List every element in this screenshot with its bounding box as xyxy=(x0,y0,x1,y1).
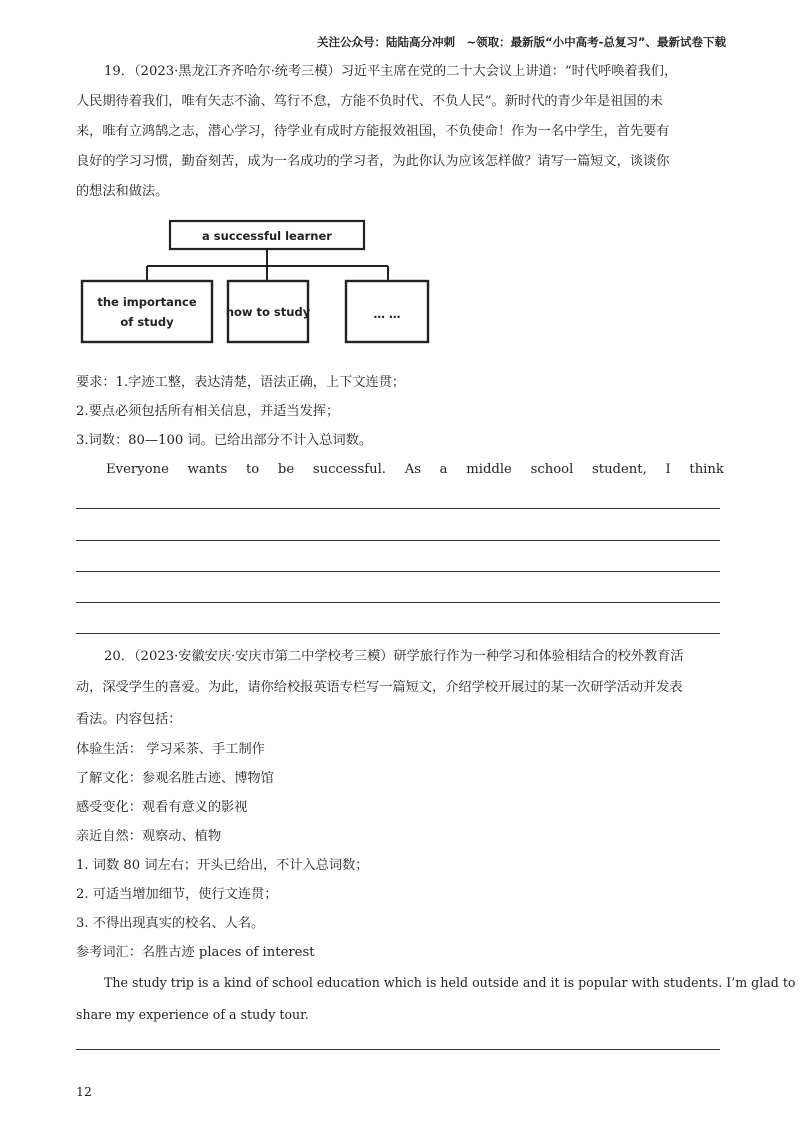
diagram-box-importance xyxy=(82,281,212,342)
q20-line-3: 看法。内容包括： xyxy=(76,712,182,727)
q19-requirement-3: 3.词数：80—100 词。已给出部分不计入总词数。 xyxy=(76,433,373,448)
answer-line xyxy=(76,633,720,634)
q20-content-4: 亲近自然：观察动、植物 xyxy=(76,829,222,844)
word: student, xyxy=(592,462,647,477)
q20-content-1: 体验生活： 学习采茶、手工制作 xyxy=(76,742,265,757)
q19-line-5: 的想法和做法。 xyxy=(76,184,169,199)
q20-content-2: 了解文化：参观名胜古迹、博物馆 xyxy=(76,771,274,786)
word: successful. xyxy=(312,462,386,477)
word: Everyone xyxy=(106,462,169,477)
word: As xyxy=(404,462,421,477)
diagram-box-importance-line1: the importance xyxy=(97,295,197,309)
answer-line xyxy=(76,540,720,541)
q20-content-3: 感受变化：观看有意义的影视 xyxy=(76,800,248,815)
page-number: 12 xyxy=(76,1084,92,1099)
diagram-top-label: a successful learner xyxy=(202,229,332,243)
diagram-box-importance-line2: of study xyxy=(120,315,174,329)
q19-requirement-1: 要求：1.字迹工整，表达清楚，语法正确，上下文连贯； xyxy=(76,375,406,390)
q20-requirement-1: 1. 词数 80 词左右；开头已给出，不计入总词数； xyxy=(76,858,369,873)
q20-requirement-2: 2. 可适当增加细节，使行文连贯； xyxy=(76,887,278,902)
q19-start-sentence xyxy=(106,461,724,479)
q20-line-2: 动，深受学生的喜爱。为此，请你给校报英语专栏写一篇短文，介绍学校开展过的某一次研学活动并发表 xyxy=(76,680,683,695)
q20-line-1: 20．（2023·安徽安庆·安庆市第二中学校考三模）研学旅行作为一种学习和体验相结合的校外教育活 xyxy=(104,649,684,664)
word: I xyxy=(665,462,671,477)
word: be xyxy=(277,462,295,477)
answer-line xyxy=(76,508,720,509)
diagram-box-etc-label: … … xyxy=(373,307,401,321)
word: middle xyxy=(466,462,512,477)
learner-diagram xyxy=(78,214,430,346)
q19-line-1: 19．（2023·黑龙江齐齐哈尔·统考三模）习近平主席在党的二十大会议上讲道：“时代呼唤着我们， xyxy=(104,64,678,79)
q19-line-2: 人民期待着我们，唯有矢志不渝、笃行不怠，方能不负时代、不负人民”。新时代的青少年是祖国的未 xyxy=(76,94,663,109)
page-header: 关注公众号：陆陆高分冲刺 ~领取：最新版“小中高考-总复习”、最新试卷下载 xyxy=(316,35,726,49)
word: wants xyxy=(187,462,228,477)
word: a xyxy=(439,462,448,477)
q20-requirement-3: 3. 不得出现真实的校名、人名。 xyxy=(76,916,265,931)
q20-start-line-2: share my experience of a study tour. xyxy=(76,1007,309,1022)
answer-line xyxy=(76,602,720,603)
word: school xyxy=(530,462,574,477)
q19-line-4: 良好的学习习惯，勤奋刻苦，成为一名成功的学习者，为此你认为应该怎样做？请写一篇短文，谈谈你 xyxy=(76,154,670,169)
q20-vocabulary: 参考词汇：名胜古迹 places of interest xyxy=(76,945,315,960)
diagram-box-how-label: how to study xyxy=(225,305,311,319)
q19-requirement-2: 2.要点必须包括所有相关信息，并适当发挥； xyxy=(76,404,340,419)
q20-start-line-1: The study trip is a kind of school education which is held outside and it is popular with students. I’m glad to xyxy=(104,975,796,990)
answer-line xyxy=(76,571,720,572)
q19-line-3: 来，唯有立鸿鹄之志，潜心学习，待学业有成时方能报效祖国，不负使命！作为一名中学生，首先要有 xyxy=(76,124,670,139)
answer-line xyxy=(76,1049,720,1050)
word: think xyxy=(689,462,724,477)
word: to xyxy=(245,462,260,477)
